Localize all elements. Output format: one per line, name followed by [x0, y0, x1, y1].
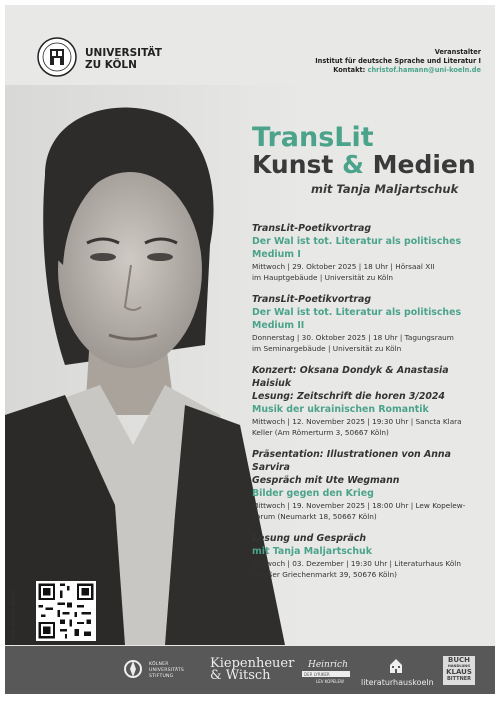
photo-credit: ©Foto: George Eberle [11, 590, 17, 645]
poster [5, 5, 495, 694]
sponsor-buchhandlung-bittner-logo [443, 656, 475, 685]
event-details: Mittwoch | 12. November 2025 | 19:30 Uhr | Sancta Klara [252, 417, 462, 426]
buch-line: BITTNER [446, 676, 472, 682]
svg-text:LEV KOPELEW: LEV KOPELEW [316, 679, 344, 684]
stiftung-emblem-icon [123, 659, 143, 679]
stiftung-text [149, 662, 184, 680]
event-details: Mittwoch | 29. Oktober 2025 | 18 Uhr | Hörsaal XII [252, 262, 435, 271]
sponsor-heinrich-logo [298, 656, 354, 686]
event-title: Der Wal ist tot. Literatur als politisches [252, 307, 462, 318]
event-item [252, 222, 484, 283]
stiftung-line: STIFTUNG [149, 674, 174, 679]
sponsor-footer [5, 646, 495, 694]
organizer-block [315, 48, 481, 75]
buch-line: HANDLUNG [447, 664, 471, 668]
event-item [252, 293, 484, 354]
university-name-line2: ZU KÖLN [85, 59, 137, 71]
contact-label: Kontakt: [333, 66, 366, 74]
event-kicker: TransLit-Poetikvortrag [252, 223, 372, 234]
event-details: Forum (Neumarkt 18, 50667 Köln) [252, 512, 377, 521]
event-title: Medium I [252, 249, 301, 260]
svg-text:DER LYRIKER: DER LYRIKER [304, 672, 330, 677]
event-kicker: Präsentation: Illustrationen von Anna Sarvira [252, 449, 451, 473]
event-title: Der Wal ist tot. Literatur als politisches [252, 236, 462, 247]
event-kicker: Lesung und Gespräch [252, 533, 367, 544]
organizer-label: Veranstalter [434, 48, 481, 56]
event-title: mit Tanja Maljartschuk [252, 546, 372, 557]
event-list [252, 222, 484, 590]
contact-email[interactable]: christof.hamann@uni-koeln.de [367, 66, 481, 74]
event-title: Bilder gegen den Krieg [252, 488, 374, 499]
event-details: Mittwoch | 19. November 2025 | 18:00 Uhr | Lew Kopelew- [252, 501, 466, 510]
stiftung-line: UNIVERSITÄTS [149, 668, 185, 673]
university-name-line1: UNIVERSITÄT [85, 47, 162, 59]
sponsor-kiepenheuer-witsch-logo [210, 658, 294, 682]
event-details: im Seminargebäude | Universität zu Köln [252, 344, 402, 353]
event-item [252, 364, 484, 438]
title-medien: Medien [372, 150, 476, 179]
qr-code[interactable] [36, 581, 96, 641]
event-details: (Großer Griechenmarkt 39, 50676 Köln) [252, 570, 397, 579]
literaturhaus-house-icon [388, 658, 404, 674]
event-item [252, 448, 484, 522]
kiwi-line: & Witsch [210, 668, 271, 683]
university-name [85, 47, 162, 71]
event-details: Mittwoch | 03. Dezember | 19:30 Uhr | Literaturhaus Köln [252, 559, 461, 568]
title-subtitle: mit Tanja Maljartschuk [311, 182, 459, 196]
organizer-name: Institut für deutsche Sprache und Literatur I [315, 57, 481, 65]
event-details: im Hauptgebäude | Universität zu Köln [252, 273, 394, 282]
event-kicker: Lesung: Zeitschrift die horen 3/2024 [252, 391, 445, 402]
event-item [252, 532, 484, 580]
stiftung-line: KÖLNER [149, 662, 169, 667]
buch-line: BUCH [447, 656, 470, 664]
title-ampersand: & [342, 150, 364, 179]
event-kicker: TransLit-Poetikvortrag [252, 294, 372, 305]
title-translit: TransLit [252, 122, 374, 153]
svg-text:Heinrich: Heinrich [308, 660, 348, 670]
contact-line [315, 66, 481, 75]
kiwi-line: Kiepenheuer [210, 656, 295, 671]
event-details: Donnerstag | 30. Oktober 2025 | 18 Uhr | Tagungsraum [252, 333, 454, 342]
sponsor-universitaetsstiftung-logo [123, 659, 203, 685]
literaturhaus-label: literaturhauskoeln [361, 678, 434, 687]
sponsor-literaturhaus-logo [361, 658, 433, 690]
title-kunst: Kunst [252, 150, 334, 179]
event-title: Medium II [252, 320, 305, 331]
event-kicker: Konzert: Oksana Dondyk & Anastasia Haisiuk [252, 365, 449, 389]
event-kicker: Gespräch mit Ute Wegmann [252, 475, 400, 486]
buch-line: KLAUS [446, 668, 472, 676]
event-title: Musik der ukrainischen Romantik [252, 404, 429, 415]
event-details: Keller (Am Römerturm 3, 50667 Köln) [252, 428, 389, 437]
title-kunst-medien [252, 150, 476, 179]
university-seal-logo [37, 37, 77, 77]
